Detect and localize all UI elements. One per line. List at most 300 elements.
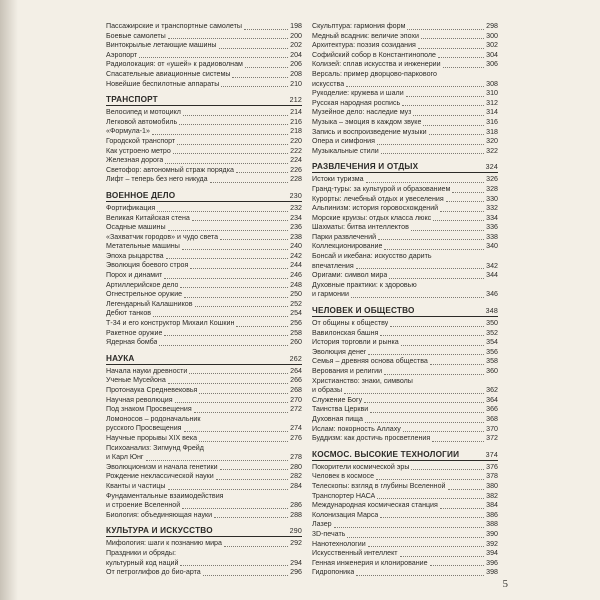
dot-leader bbox=[192, 220, 288, 221]
entry-title: Гидропоника bbox=[312, 568, 355, 577]
toc-entry bbox=[312, 568, 498, 578]
page-ref: 298 bbox=[486, 22, 498, 30]
entry-title: Коллекционирование bbox=[312, 242, 383, 251]
entry-title: Искусственный интеллект bbox=[312, 549, 398, 558]
toc-section-heading bbox=[106, 354, 302, 365]
toc-entry bbox=[106, 242, 302, 252]
toc-entry bbox=[312, 242, 498, 252]
dot-leader bbox=[153, 316, 288, 317]
page-ref: 346 bbox=[486, 290, 498, 299]
section-title: ТРАНСПОРТ bbox=[106, 95, 158, 105]
page-ref: 288 bbox=[290, 510, 302, 519]
entry-title: Эпоха рыцарства bbox=[106, 251, 164, 260]
toc-entry bbox=[106, 405, 302, 415]
dot-leader bbox=[164, 278, 288, 279]
toc-entry bbox=[312, 51, 498, 61]
page-ref: 302 bbox=[486, 41, 498, 50]
page-ref: 236 bbox=[290, 223, 302, 232]
toc-entry bbox=[106, 41, 302, 51]
dot-leader bbox=[165, 163, 288, 164]
entry-title: Морские круизы: отдых класса люкс bbox=[312, 213, 432, 222]
page-ref: 290 bbox=[289, 527, 302, 536]
dot-leader bbox=[448, 489, 485, 490]
dot-leader bbox=[203, 575, 288, 576]
toc-entry bbox=[312, 80, 498, 90]
dot-leader bbox=[411, 230, 484, 231]
toc-entry bbox=[312, 377, 498, 387]
page-ref: 394 bbox=[486, 549, 498, 558]
page-ref: 232 bbox=[290, 203, 302, 212]
page-ref: 284 bbox=[290, 481, 302, 490]
dot-leader bbox=[380, 517, 484, 518]
toc-entry bbox=[312, 415, 498, 425]
entry-title: Как устроено метро bbox=[106, 146, 171, 155]
dot-leader bbox=[403, 431, 484, 432]
page-ref: 272 bbox=[290, 405, 302, 414]
entry-title: Научные прорывы XIX века bbox=[106, 433, 198, 442]
page-ref: 382 bbox=[486, 491, 498, 500]
dot-leader bbox=[366, 182, 485, 183]
toc-entry bbox=[106, 108, 302, 118]
entry-title: Медный всадник: величие эпохи bbox=[312, 31, 420, 40]
entry-title: Христианство: знаки, символы bbox=[312, 376, 413, 385]
entry-title: Запись и воспроизведение музыки bbox=[312, 127, 427, 136]
page-ref: 220 bbox=[290, 136, 302, 145]
toc-entry bbox=[312, 128, 498, 138]
page-ref: 246 bbox=[290, 271, 302, 280]
dot-leader bbox=[190, 268, 288, 269]
page-ref: 216 bbox=[290, 117, 302, 126]
section-title: КУЛЬТУРА И ИСКУССТВО bbox=[106, 526, 213, 536]
toc-entry bbox=[106, 482, 302, 492]
toc-entry bbox=[312, 290, 498, 300]
entry-title: Ученые Мусейона bbox=[106, 376, 166, 385]
toc-section-heading bbox=[312, 306, 498, 317]
dot-leader bbox=[184, 297, 288, 298]
page-ref: 396 bbox=[486, 558, 498, 567]
entry-title: Великая Китайская стена bbox=[106, 213, 190, 222]
dot-leader bbox=[139, 57, 288, 58]
page-ref: 360 bbox=[486, 367, 498, 375]
entry-title: Спасательные авиационные системы bbox=[106, 69, 231, 78]
dot-leader bbox=[216, 479, 288, 480]
entry-title: Под знаком Просвещения bbox=[106, 405, 192, 414]
dot-leader bbox=[182, 508, 288, 509]
dot-leader bbox=[199, 393, 288, 394]
toc-entry bbox=[312, 367, 498, 377]
dot-leader bbox=[182, 249, 288, 250]
toc-entry bbox=[106, 271, 302, 281]
page-ref: 332 bbox=[486, 204, 498, 213]
entry-title: «Формула-1» bbox=[106, 127, 150, 136]
page-ref: 304 bbox=[486, 50, 498, 59]
dot-leader bbox=[180, 287, 288, 288]
dot-leader bbox=[152, 134, 288, 135]
toc-entry bbox=[312, 405, 498, 415]
entry-title: Ломоносов – родоначальник bbox=[106, 414, 201, 423]
entry-title: Вавилонская башня bbox=[312, 328, 379, 337]
toc-entry bbox=[106, 214, 302, 224]
page-ref: 296 bbox=[290, 568, 302, 577]
page-ref: 244 bbox=[290, 261, 302, 270]
toc-entry bbox=[312, 463, 498, 473]
dot-leader bbox=[390, 326, 484, 327]
toc-entry bbox=[312, 425, 498, 435]
toc-entry bbox=[106, 261, 302, 271]
toc-entry bbox=[106, 511, 302, 521]
section-title: НАУКА bbox=[106, 353, 135, 363]
toc-entry bbox=[106, 70, 302, 80]
page-ref: 294 bbox=[290, 558, 302, 567]
dot-leader bbox=[194, 412, 288, 413]
dot-leader bbox=[157, 211, 288, 212]
entry-title: Генная инженерия и клонирование bbox=[312, 558, 428, 567]
entry-title: искусства bbox=[312, 79, 345, 88]
page-ref: 392 bbox=[486, 539, 498, 548]
toc-entry bbox=[106, 223, 302, 233]
toc-entry bbox=[312, 262, 498, 272]
toc-entry bbox=[106, 32, 302, 42]
page-ref: 314 bbox=[486, 108, 498, 117]
dot-leader bbox=[219, 48, 289, 49]
toc-entry bbox=[106, 472, 302, 482]
toc-entry bbox=[106, 444, 302, 454]
toc-entry bbox=[106, 539, 302, 549]
entry-title: Буддизм: как достичь просветления bbox=[312, 434, 431, 443]
toc-entry bbox=[312, 185, 498, 195]
dot-leader bbox=[347, 537, 484, 538]
dot-leader bbox=[370, 412, 484, 413]
entry-title: Нанотехнологии bbox=[312, 539, 366, 548]
entry-title: История торговли и рынка bbox=[312, 338, 399, 347]
dot-leader bbox=[423, 125, 484, 126]
entry-title: Праздники и обряды: bbox=[106, 548, 176, 557]
entry-title: Легковой автомобиль bbox=[106, 117, 178, 126]
entry-title: Покорители космической эры bbox=[312, 462, 410, 471]
toc-entry bbox=[106, 118, 302, 128]
page-ref: 218 bbox=[290, 127, 302, 136]
toc-entry bbox=[312, 348, 498, 358]
page-ref: 254 bbox=[290, 309, 302, 318]
entry-title: Скульптура: гармония форм bbox=[312, 22, 406, 30]
page-ref: 380 bbox=[486, 481, 498, 490]
dot-leader bbox=[236, 172, 288, 173]
entry-title: Бонсай и икебана: искусство дарить bbox=[312, 252, 432, 261]
toc-left-column bbox=[106, 22, 302, 578]
page-ref: 330 bbox=[486, 194, 498, 203]
section-title: ЧЕЛОВЕК И ОБЩЕСТВО bbox=[312, 306, 415, 316]
entry-title: Человек в космосе bbox=[312, 472, 375, 481]
page-ref: 222 bbox=[290, 146, 302, 155]
entry-title: Легендарный Калашников bbox=[106, 299, 193, 308]
dot-leader bbox=[418, 48, 484, 49]
dot-leader bbox=[381, 153, 484, 154]
dot-leader bbox=[180, 565, 288, 566]
dot-leader bbox=[356, 575, 484, 576]
dot-leader bbox=[377, 498, 484, 499]
entry-title: Протонаука Средневековья bbox=[106, 386, 198, 394]
entry-title: Рождение неклассической науки bbox=[106, 472, 214, 481]
page-ref: 312 bbox=[486, 98, 498, 107]
page-ref: 336 bbox=[486, 223, 498, 232]
page-ref: 308 bbox=[486, 79, 498, 88]
entry-title: Эволюция денег bbox=[312, 347, 367, 356]
toc-entry bbox=[106, 568, 302, 578]
page-ref: 306 bbox=[486, 60, 498, 69]
toc-entry bbox=[106, 492, 302, 502]
page-ref: 342 bbox=[486, 261, 498, 270]
page-ref: 364 bbox=[486, 395, 498, 404]
toc-entry bbox=[106, 549, 302, 559]
dot-leader bbox=[221, 86, 288, 87]
entry-title: Осадные машины bbox=[106, 223, 166, 232]
dot-leader bbox=[184, 431, 289, 432]
entry-title: От общины к обществу bbox=[312, 319, 389, 328]
entry-title: Научная революция bbox=[106, 395, 173, 404]
toc-entry bbox=[312, 559, 498, 569]
dot-leader bbox=[179, 124, 288, 125]
toc-entry bbox=[312, 434, 498, 444]
entry-title: Международная космическая станция bbox=[312, 501, 438, 510]
page-ref: 238 bbox=[290, 232, 302, 241]
dot-leader bbox=[168, 489, 289, 490]
toc-entry bbox=[312, 195, 498, 205]
entry-title: и образы bbox=[312, 386, 343, 395]
page-ref: 262 bbox=[289, 354, 302, 363]
entry-title: Эволюция боевого строя bbox=[106, 261, 189, 270]
entry-title: Курорты: лечебный отдых и увеселения bbox=[312, 194, 444, 203]
toc-entry bbox=[106, 252, 302, 262]
page-ref: 198 bbox=[290, 22, 302, 30]
page-ref: 368 bbox=[486, 414, 498, 423]
dot-leader bbox=[168, 230, 289, 231]
entry-title: Колизей: сплав искусства и инженерии bbox=[312, 60, 441, 69]
entry-title: Семья – древняя основа общества bbox=[312, 357, 428, 366]
toc-entry bbox=[106, 367, 302, 377]
entry-title: Городской транспорт bbox=[106, 136, 176, 145]
page-ref: 206 bbox=[290, 60, 302, 69]
dot-leader bbox=[334, 527, 485, 528]
toc-entry bbox=[106, 80, 302, 90]
toc-entry bbox=[106, 338, 302, 348]
page-ref: 316 bbox=[486, 117, 498, 126]
entry-title: русского Просвещения bbox=[106, 424, 182, 433]
entry-title: Новейшие беспилотные аппараты bbox=[106, 79, 220, 88]
dot-leader bbox=[346, 86, 484, 87]
entry-title: Истоки туризма bbox=[312, 175, 364, 184]
toc-section-heading bbox=[312, 162, 498, 173]
entry-title: Психоанализ: Зигмунд Фрейд bbox=[106, 443, 204, 452]
entry-title: Опера и симфония bbox=[312, 137, 375, 146]
dot-leader bbox=[189, 373, 288, 374]
dot-leader bbox=[244, 29, 288, 30]
entry-title: Т-34 и его конструктор Михаил Кошкин bbox=[106, 319, 235, 328]
page-ref: 318 bbox=[486, 127, 498, 136]
toc-entry bbox=[312, 357, 498, 367]
toc-section-heading bbox=[312, 450, 498, 461]
toc-entry bbox=[312, 22, 498, 32]
toc-entry bbox=[312, 137, 498, 147]
dot-leader bbox=[430, 364, 484, 365]
toc-entry bbox=[106, 22, 302, 32]
entry-title: Колонизация Марса bbox=[312, 510, 379, 519]
entry-title: Лифт – теперь без него никуда bbox=[106, 175, 208, 184]
dot-leader bbox=[245, 67, 288, 68]
toc-entry bbox=[106, 166, 302, 176]
dot-leader bbox=[175, 402, 289, 403]
page-ref: 228 bbox=[290, 175, 302, 184]
entry-title: Духовная пища bbox=[312, 414, 363, 423]
entry-title: Транспортер НАСА bbox=[312, 491, 376, 500]
entry-title: Служение Богу bbox=[312, 395, 363, 404]
page-ref: 384 bbox=[486, 501, 498, 510]
toc-entry bbox=[312, 89, 498, 99]
toc-entry bbox=[106, 309, 302, 319]
entry-title: Светофор: автономный страж порядка bbox=[106, 165, 234, 174]
entry-title: Телескопы: взгляд в глубины Вселенной bbox=[312, 481, 446, 490]
toc-entry bbox=[312, 223, 498, 233]
page-ref: 388 bbox=[486, 520, 498, 529]
dot-leader bbox=[384, 374, 484, 375]
entry-title: и гармонии bbox=[312, 290, 349, 299]
dot-leader bbox=[232, 77, 288, 78]
page-ref: 268 bbox=[290, 386, 302, 394]
toc-entry bbox=[106, 434, 302, 444]
toc-section-heading bbox=[106, 191, 302, 202]
page-ref: 250 bbox=[290, 290, 302, 299]
entry-title: Фундаментальные взаимодействия bbox=[106, 491, 224, 500]
entry-title: Аэропорт bbox=[106, 50, 138, 59]
page-ref: 362 bbox=[486, 386, 498, 395]
toc-entry bbox=[106, 376, 302, 386]
toc-entry bbox=[312, 108, 498, 118]
page-ref: 270 bbox=[290, 395, 302, 404]
page-ref: 352 bbox=[486, 328, 498, 337]
toc-entry bbox=[106, 415, 302, 425]
page-ref: 204 bbox=[290, 50, 302, 59]
dot-leader bbox=[368, 546, 484, 547]
page-ref: 214 bbox=[290, 108, 302, 117]
entry-title: Огнестрельное оружие bbox=[106, 290, 183, 299]
dot-leader bbox=[384, 249, 484, 250]
dot-leader bbox=[364, 402, 484, 403]
dot-leader bbox=[376, 479, 484, 480]
dot-leader bbox=[378, 239, 484, 240]
page-ref: 286 bbox=[290, 501, 302, 510]
dot-leader bbox=[146, 460, 289, 461]
dot-leader bbox=[368, 354, 484, 355]
page-ref: 274 bbox=[290, 424, 302, 433]
page-ref: 202 bbox=[290, 41, 302, 50]
entry-title: Боевые самолеты bbox=[106, 31, 166, 40]
entry-title: Таинства Церкви bbox=[312, 405, 369, 414]
toc-entry bbox=[106, 396, 302, 406]
section-title: КОСМОС. ВЫСОКИЕ ТЕХНОЛОГИИ bbox=[312, 449, 460, 459]
page-ref: 374 bbox=[485, 450, 498, 459]
page-ref: 300 bbox=[486, 31, 498, 40]
binding-shadow bbox=[0, 0, 18, 600]
toc-entry bbox=[312, 175, 498, 185]
entry-title: Шахматы: битва интеллектов bbox=[312, 223, 409, 232]
dot-leader bbox=[440, 508, 484, 509]
dot-leader bbox=[210, 182, 289, 183]
entry-title: Версаль: пример дворцово-паркового bbox=[312, 69, 437, 78]
page-ref: 212 bbox=[289, 96, 302, 105]
page-ref: 356 bbox=[486, 347, 498, 356]
dot-leader bbox=[159, 345, 288, 346]
toc-entry bbox=[312, 147, 498, 157]
toc-entry bbox=[312, 99, 498, 109]
dot-leader bbox=[166, 258, 289, 259]
page-ref: 348 bbox=[485, 307, 498, 316]
toc-entry bbox=[106, 424, 302, 434]
entry-title: Порох и динамит bbox=[106, 271, 163, 280]
toc-entry bbox=[312, 501, 498, 511]
dot-leader bbox=[164, 335, 288, 336]
dot-leader bbox=[440, 211, 484, 212]
toc-entry bbox=[312, 204, 498, 214]
entry-title: Музыка – эмоция в каждом звуке bbox=[312, 117, 422, 126]
dot-leader bbox=[173, 153, 288, 154]
dot-leader bbox=[411, 469, 484, 470]
toc-entry bbox=[312, 32, 498, 42]
dot-leader bbox=[407, 29, 484, 30]
entry-title: Софийский собор в Константинополе bbox=[312, 50, 436, 59]
toc-entry bbox=[312, 549, 498, 559]
entry-title: Архитектура: поэзия созидания bbox=[312, 41, 416, 50]
entry-title: Музыкальные стили bbox=[312, 146, 379, 155]
page-ref: 370 bbox=[486, 424, 498, 433]
page-ref: 282 bbox=[290, 472, 302, 481]
entry-title: Эволюционизм и начала генетики bbox=[106, 462, 218, 471]
page-ref: 398 bbox=[486, 568, 498, 577]
dot-leader bbox=[406, 96, 485, 97]
page-ref: 276 bbox=[290, 433, 302, 442]
entry-title: Парки развлечений bbox=[312, 232, 377, 241]
entry-title: Гранд-туры: за культурой и образованием bbox=[312, 184, 451, 193]
page-ref: 328 bbox=[486, 184, 498, 193]
toc-entry bbox=[106, 204, 302, 214]
page-ref: 200 bbox=[290, 31, 302, 40]
toc-entry bbox=[106, 559, 302, 569]
page-ref: 366 bbox=[486, 405, 498, 414]
dot-leader bbox=[214, 517, 288, 518]
toc-entry bbox=[312, 281, 498, 291]
toc-entry bbox=[312, 511, 498, 521]
entry-title: Радиолокация: от «ушей» к радиоволнам bbox=[106, 60, 243, 69]
page-ref: 372 bbox=[486, 434, 498, 443]
entry-title: и строение Вселенной bbox=[106, 501, 181, 510]
page-ref: 358 bbox=[486, 357, 498, 366]
toc-entry bbox=[106, 60, 302, 70]
dot-leader bbox=[389, 278, 484, 279]
page-ref: 386 bbox=[486, 510, 498, 519]
toc-entry bbox=[106, 501, 302, 511]
toc-entry bbox=[106, 463, 302, 473]
toc-entry bbox=[106, 147, 302, 157]
toc-entry bbox=[106, 156, 302, 166]
entry-title: 3D-печать bbox=[312, 529, 346, 538]
dot-leader bbox=[438, 57, 484, 58]
dot-leader bbox=[183, 115, 288, 116]
dot-leader bbox=[401, 345, 484, 346]
page-ref: 338 bbox=[486, 232, 498, 241]
entry-title: «Захватчик городов» и чудо света bbox=[106, 232, 219, 241]
toc-entry bbox=[106, 281, 302, 291]
entry-title: Велосипед и мотоцикл bbox=[106, 108, 181, 117]
toc-entry bbox=[106, 233, 302, 243]
entry-title: Альпинизм: история горовосхождений bbox=[312, 204, 439, 213]
